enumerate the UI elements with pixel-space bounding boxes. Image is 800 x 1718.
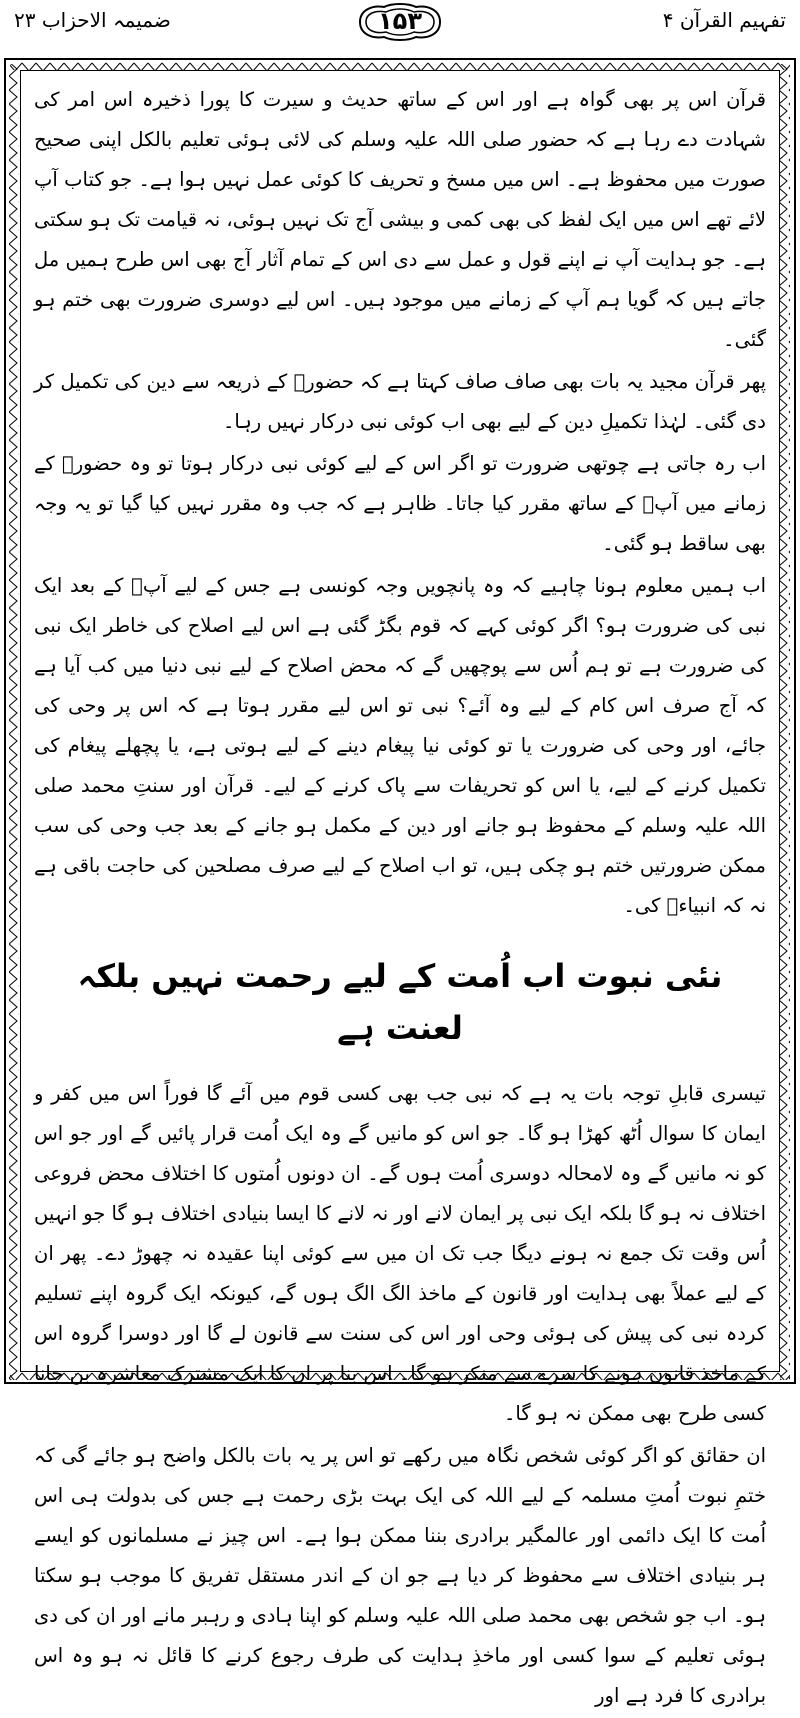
- paragraph-5: تیسری قابلِ توجہ بات یہ ہے کہ نبی جب بھی کسی قوم میں آئے گا فوراً اس میں کفر و ایمان کا سوال اُٹھ کھڑا ہو گا۔ جو اس کو مانیں گے وہ ایک اُمت قرار پائیں گے اور جو اس کو نہ مانیں گے وہ لامحالہ دوسری اُمت ہوں گے۔ ان دونوں اُمتوں کا اختلاف محض فروعی اختلاف نہ ہو گا بلکہ ایک نبی پر ایمان لانے اور نہ لانے کا ایسا بنیادی اختلاف ہو گا جو انہیں اُس وقت تک جمع نہ ہونے دیگا جب تک ان میں سے کوئی اپنا عقیدہ نہ چھوڑ دے۔ پھر ان کے لیے عملاً بھی ہدایت اور قانون کے ماخذ الگ الگ ہوں گے، کیونکہ ایک گروہ اپنے تسلیم کردہ نبی کی پیش کی ہوئی وحی اور اس کی سنت سے قانون لے گا اور دوسرا گروہ اس کے ماخذِ قانون ہونے کا سرے سے منکر ہو گا۔ اس بنا پر ان کا ایک مشترک معاشرہ بن جانا کسی طرح بھی ممکن نہ ہو گا۔: [34, 1082, 766, 1425]
- page-number: ۱۵۳: [378, 7, 422, 35]
- chapter-title: ضمیمہ الاحزاب ۲۳: [14, 8, 171, 32]
- book-title: تفہیم القرآن ۴: [662, 8, 786, 32]
- section-heading: نئی نبوت اب اُمت کے لیے رحمت نہیں بلکہ لعنت ہے: [77, 957, 723, 1047]
- paragraph-1: قرآن اس پر بھی گواہ ہے اور اس کے ساتھ حدیث و سیرت کا پورا ذخیرہ اس امر کی شہادت دے رہا ہے کہ حضور صلی اللہ علیہ وسلم کی لائی ہوئی تعلیم بالکل اپنی صحیح صورت میں محفوظ ہے۔ اس میں مسخ و تحریف کا کوئی عمل نہیں ہوا ہے۔ جو کتاب آپ لائے تھے اس میں ایک لفظ کی بھی کمی و بیشی آج تک نہیں ہوئی، نہ قیامت تک ہو سکتی ہے۔ جو ہدایت آپ نے اپنے قول و عمل سے دی اس کے تمام آثار آج بھی اس طرح ہمیں مل جاتے ہیں کہ گویا ہم آپ کے زمانے میں موجود ہیں۔ اس لیے دوسری ضرورت بھی ختم ہو گئی۔: [34, 88, 766, 351]
- page-number-badge: [354, 2, 446, 42]
- page-body: [34, 80, 766, 1718]
- paragraph-2: پھر قرآن مجید یہ بات بھی صاف صاف کہتا ہے کہ حضورؐ کے ذریعہ سے دین کی تکمیل کر دی گئی۔ لہٰذا تکمیلِ دین کے لیے بھی اب کوئی نبی درکار نہیں رہا۔: [34, 370, 766, 433]
- page-header: [0, 0, 800, 52]
- paragraph-3: اب رہ جاتی ہے چوتھی ضرورت تو اگر اس کے لیے کوئی نبی درکار ہوتا تو وہ حضورؐ کے زمانے میں آپؐ کے ساتھ مقرر کیا جاتا۔ ظاہر ہے کہ جب وہ مقرر نہیں کیا گیا تو یہ وجہ بھی ساقط ہو گئی۔: [34, 452, 766, 555]
- paragraph-4: اب ہمیں معلوم ہونا چاہیے کہ وہ پانچویں وجہ کونسی ہے جس کے لیے آپؐ کے بعد ایک نبی کی ضرورت ہو؟ اگر کوئی کہے کہ قوم بگڑ گئی ہے اس لیے اصلاح کی خاطر ایک نبی کی ضرورت ہے تو ہم اُس سے پوچھیں گے کہ محض اصلاح کے لیے نبی دنیا میں کب آیا ہے کہ آج صرف اس کام کے لیے وہ آئے؟ نبی تو اس لیے مقرر ہوتا ہے کہ اس پر وحی کی جائے، اور وحی کی ضرورت یا تو کوئی نیا پیغام دینے کے لیے ہوتی ہے، یا پچھلے پیغام کی تکمیل کرنے کے لیے، یا اس کو تحریفات سے پاک کرنے کے لیے۔ قرآن اور سنتِ محمد صلی اللہ علیہ وسلم کے محفوظ ہو جانے اور دین کے مکمل ہو جانے کے بعد جب وحی کی سب ممکن ضرورتیں ختم ہو چکی ہیں، تو اب اصلاح کے لیے صرف مصلحین کی حاجت باقی ہے نہ کہ انبیاءؑ کی۔: [34, 574, 766, 917]
- paragraph-6: ان حقائق کو اگر کوئی شخص نگاہ میں رکھے تو اس پر یہ بات بالکل واضح ہو جائے گی کہ ختمِ نبوت اُمتِ مسلمہ کے لیے اللہ کی ایک بہت بڑی رحمت ہے جس کی بدولت ہی اس اُمت کا ایک دائمی اور عالمگیر برادری بننا ممکن ہوا ہے۔ اس چیز نے مسلمانوں کو ایسے ہر بنیادی اختلاف سے محفوظ کر دیا ہے جو ان کے اندر مستقل تفریق کا موجب ہو سکتا ہو۔ اب جو شخص بھی محمد صلی اللہ علیہ وسلم کو اپنا ہادی و رہبر مانے اور ان کی دی ہوئی تعلیم کے سوا کسی اور ماخذِ ہدایت کی طرف رجوع کرنے کا قائل نہ ہو وہ اس برادری کا فرد ہے اور: [34, 1444, 766, 1707]
